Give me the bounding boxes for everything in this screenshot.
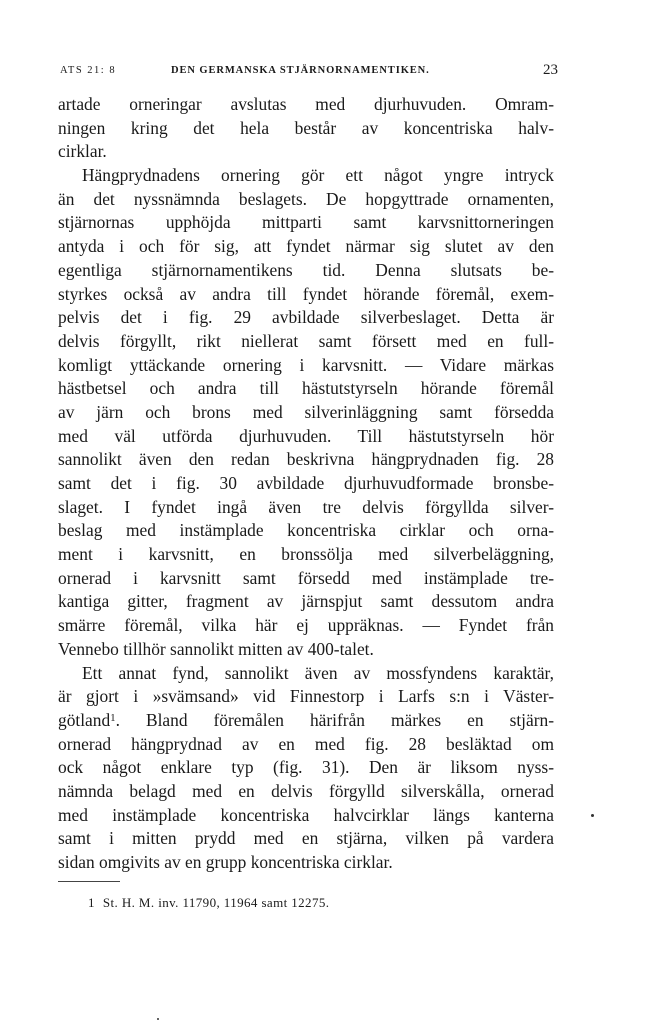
text-line	[58, 709, 554, 733]
text-line: styrkes också av andra till fyndet hörande föremål, exem-	[58, 283, 554, 304]
text-line: cirklar.	[58, 141, 107, 162]
text-line: nämnda belagd med en delvis förgylld silverskålla, ornerad	[58, 780, 554, 801]
text-line: med väl utförda djurhuvuden. Till hästutstyrseln hör	[58, 425, 554, 446]
text-line: sannolikt även den redan beskrivna hängprydnaden fig. 28	[58, 449, 554, 470]
text-line: sidan omgivits av en grupp koncentriska cirklar.	[58, 852, 393, 872]
running-header	[58, 62, 558, 82]
text-line: ningen kring det hela består av koncentriska halv-	[58, 117, 554, 138]
text-line: stjärnornas upphöjda mittparti samt karvsnittorneringen	[58, 212, 554, 233]
footnote-reference: 1	[110, 711, 116, 724]
text-line: komligt yttäckande ornering i karvsnitt. — Vidare märkas	[58, 354, 554, 375]
text-line: ock något enklare typ (fig. 31). Den är liksom nyss-	[58, 757, 554, 778]
footnote-marker: 1	[88, 895, 95, 910]
footnote-separator	[58, 881, 120, 882]
text-line: ornerad hängprydnad av en med fig. 28 besläktad om	[58, 733, 554, 754]
text-fragment: götland	[58, 709, 111, 730]
text-line: egentliga stjärnornamentikens tid. Denna slutsats be-	[58, 259, 554, 280]
text-line: Hängprydnadens ornering gör ett något yngre intryck	[82, 165, 554, 186]
print-speck	[591, 814, 594, 817]
print-speck	[157, 1018, 159, 1020]
text-line: än det nyssnämnda beslagets. De hopgyttrade ornamenten,	[58, 188, 554, 209]
text-line: beslag med instämplade koncentriska cirklar och orna-	[58, 520, 554, 541]
text-line: Vennebo tillhör sannolikt mitten av 400-talet.	[58, 638, 374, 659]
text-line: delvis förgyllt, rikt niellerat samt försett med en full-	[58, 330, 554, 351]
text-line: samt i mitten prydd med en stjärna, vilken på vardera	[58, 828, 554, 849]
body-text	[58, 93, 554, 875]
text-line: hästbetsel och andra till hästutstyrseln hörande föremål	[58, 378, 554, 399]
footnote-text: St. H. M. inv. 11790, 11964 samt 12275.	[102, 895, 330, 910]
text-line: pelvis det i fig. 29 avbildade silverbeslaget. Detta är	[58, 307, 554, 328]
text-line: Ett annat fynd, sannolikt även av mossfyndens karaktär,	[82, 662, 554, 683]
text-line: med instämplade koncentriska halvcirklar längs kanterna	[58, 804, 554, 825]
footnote	[88, 895, 329, 911]
text-line: är gjort i »svämsand» vid Finnestorp i Larfs s:n i Väster-	[58, 686, 554, 707]
text-fragment: . Bland föremålen härifrån märkes en stjärn-	[115, 709, 554, 730]
text-line: ment i karvsnitt, en bronssölja med silverbeläggning,	[58, 544, 554, 565]
text-line: samt det i fig. 30 avbildade djurhuvudformade bronsbe-	[58, 473, 554, 493]
page-number: 23	[543, 62, 558, 78]
running-title: DEN GERMANSKA STJÄRNORNAMENTIKEN.	[171, 65, 430, 76]
text-line: artade orneringar avslutas med djurhuvuden. Omram-	[58, 94, 554, 114]
text-line: av järn och brons med silverinläggning samt försedda	[58, 401, 554, 422]
text-line: antyda i och för sig, att fyndet närmar sig slutet av den	[58, 236, 554, 257]
text-line: kantiga gitter, fragment av järnspjut samt dessutom andra	[58, 591, 554, 612]
journal-reference: ATS 21: 8	[60, 65, 117, 76]
text-line: ornerad i karvsnitt samt försedd med instämplade tre-	[58, 567, 554, 588]
text-line: smärre föremål, vilka här ej uppräknas. — Fyndet från	[58, 615, 554, 636]
text-line: slaget. I fyndet ingå även tre delvis förgyllda silver-	[58, 496, 554, 517]
